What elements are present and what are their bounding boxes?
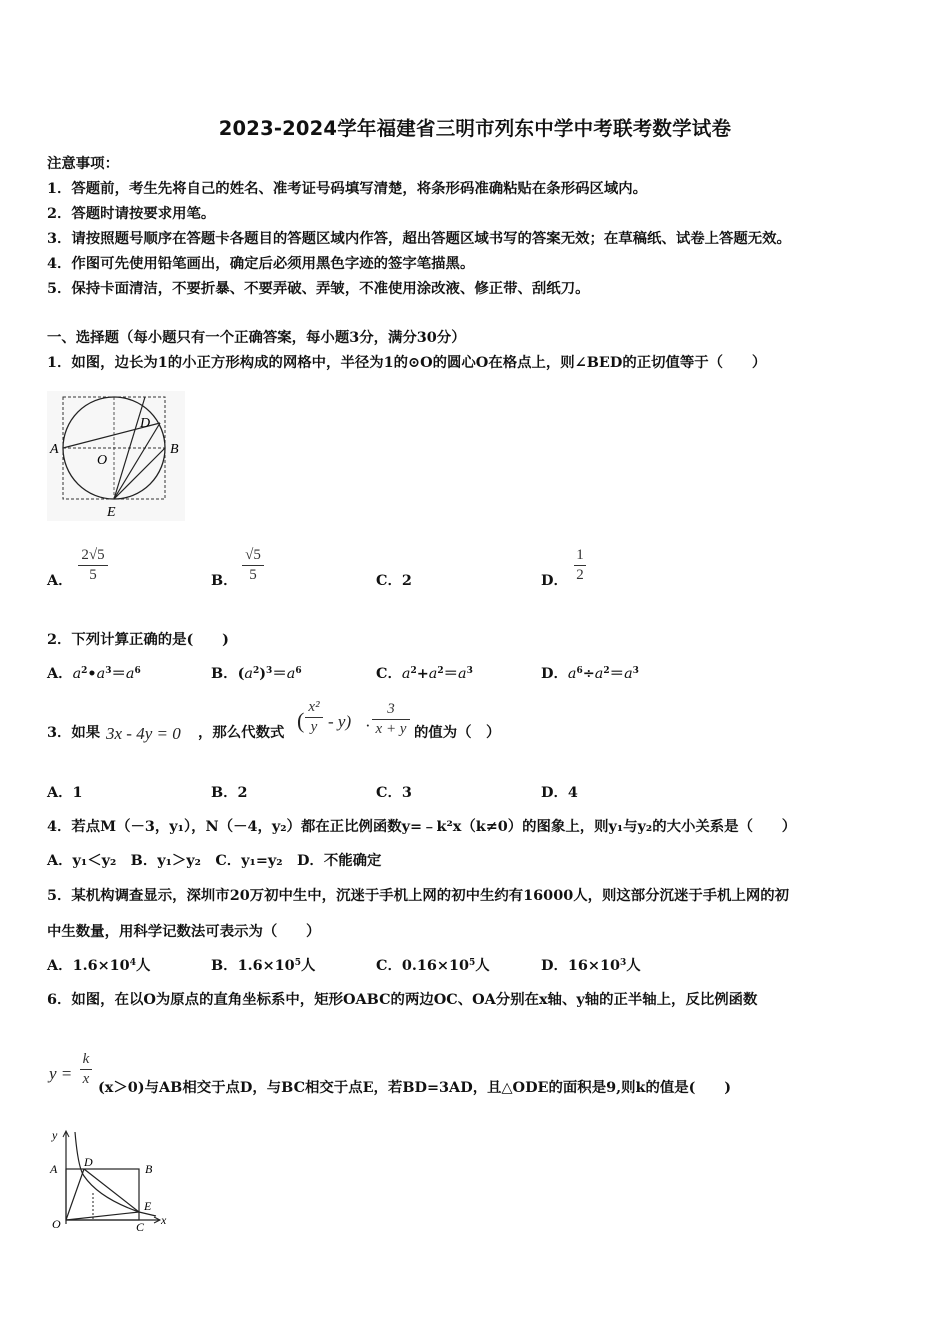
q5-b-unit: 人 [300, 957, 316, 974]
q3-prefix: 3．如果 [47, 724, 101, 741]
q5-option-b[interactable] [211, 954, 315, 975]
q3-option-b[interactable]: B．2 [211, 784, 248, 801]
q3-option-c[interactable]: C．3 [376, 784, 412, 801]
q5-c-unit: 人 [475, 957, 490, 974]
q1-label-e: E [107, 505, 116, 520]
q3-condition: 3x - 4y = 0 [106, 724, 181, 743]
q3-minus-y: - y) [328, 712, 352, 731]
q2-d-exp1: 6 [576, 666, 583, 676]
notice-item-2: 2．答题时请按要求用笔。 [47, 205, 216, 222]
q2-d-eq: ＝ [609, 665, 625, 682]
q6-k-fraction [78, 1050, 94, 1089]
q6-y-eq: y = [49, 1064, 73, 1083]
q5-d-exp: 3 [620, 958, 627, 968]
q2-d-base3: a [624, 666, 633, 682]
q2-b-exp3: 6 [295, 666, 302, 676]
q6-label-d: D [84, 1155, 93, 1169]
q2-d-base1: a [567, 666, 577, 682]
q3-option-d[interactable]: D．4 [541, 784, 578, 801]
q1-option-d-num: 1 [576, 547, 584, 563]
q5-stem-line1: 5．某机构调查显示，深圳市20万初中生中，沉迷于手机上网的初中生约有16000人，则这部分沉迷于手机上网的初 [47, 887, 790, 904]
q1-option-b-fraction [240, 546, 266, 585]
q1-option-d-den: 2 [576, 567, 584, 583]
q5-option-d[interactable] [541, 954, 641, 975]
q5-option-c[interactable] [376, 954, 490, 975]
q6-stem-line2: (x＞0)与AB相交于点D，与BC相交于点E，若BD=3AD，且△ODE的面积是9,则k的值是( ) [98, 1079, 732, 1096]
q2-a-op: • [87, 665, 97, 682]
q6-segment-oe [66, 1212, 139, 1220]
q2-c-eq: ＝ [443, 665, 459, 682]
q6-segment-de [84, 1169, 139, 1212]
q1-option-a-fraction [76, 546, 110, 585]
q1-label-d: D [140, 416, 151, 431]
q6-label-b: B [145, 1162, 153, 1176]
q5-stem-line2: 中生数量，用科学记数法可表示为（ ） [47, 923, 321, 940]
q5-option-d-label: D． [541, 957, 568, 974]
q3-frac2-num: 3 [387, 701, 395, 717]
q2-option-c[interactable] [376, 662, 473, 683]
q2-a-eq: ＝ [111, 665, 126, 682]
q2-a-base3: a [125, 666, 135, 682]
q6-stem-line1: 6．如图，在以O为原点的直角坐标系中，矩形OABC的两边OC、OA分别在x轴、y轴的正半轴上，反比例函数 [47, 991, 758, 1008]
q1-label-a: A [50, 442, 59, 457]
q2-b-base3: a [286, 666, 296, 682]
q2-d-exp3: 3 [632, 666, 639, 676]
q3-fraction-1 [303, 698, 325, 737]
q5-a-unit: 人 [135, 957, 151, 974]
q2-c-base3: a [458, 666, 467, 682]
q2-b-exp2: 3 [266, 666, 273, 676]
q5-d-base: 16×10 [567, 957, 620, 974]
q3-dot: · [365, 716, 371, 735]
q6-label-x: x [161, 1213, 167, 1227]
q2-c-exp3: 3 [466, 666, 473, 676]
q2-a-base2: a [96, 666, 106, 682]
q6-label-o: O [52, 1217, 61, 1231]
q2-b-exp1: 2 [252, 666, 260, 676]
q2-b-eq: ＝ [272, 665, 287, 682]
q2-option-a[interactable] [47, 662, 141, 683]
q5-option-b-label: B． [211, 957, 238, 974]
q1-option-a-den: 5 [89, 567, 97, 583]
q2-stem: 2．下列计算正确的是( ) [47, 631, 229, 648]
q2-c-base2: a [428, 666, 438, 682]
q2-c-op: + [416, 665, 429, 682]
section-heading: 一、选择题（每小题只有一个正确答案，每小题3分，满分30分） [47, 329, 466, 346]
q5-c-exp: 5 [469, 958, 476, 968]
q2-option-b[interactable] [211, 662, 302, 683]
q2-a-exp2: 3 [105, 666, 112, 676]
q3-fraction-2 [370, 700, 412, 739]
q2-d-base2: a [594, 666, 604, 682]
q2-option-d-label: D． [541, 665, 568, 682]
q1-option-a-label[interactable]: A． [47, 572, 73, 589]
q5-option-c-label: C． [376, 957, 402, 974]
notice-heading: 注意事项： [47, 155, 119, 172]
q1-option-c-label: C． [376, 572, 402, 589]
q2-option-b-label: B． [211, 665, 238, 682]
q5-c-base: 0.16×10 [401, 957, 469, 974]
notice-item-5: 5．保持卡面清洁，不要折暴、不要弄破、弄皱，不准使用涂改液、修正带、刮纸刀。 [47, 280, 590, 297]
q2-b-base1: a [244, 666, 253, 682]
q6-label-e: E [144, 1199, 152, 1213]
q3-middle: ，那么代数式 [198, 724, 285, 741]
q1-option-b-num: √5 [245, 547, 261, 563]
q2-d-exp2: 2 [603, 666, 610, 676]
q5-b-base: 1.6×10 [237, 957, 295, 974]
q1-label-o: O [97, 453, 108, 468]
q3-option-a[interactable]: A．1 [47, 784, 83, 801]
q2-c-base1: a [401, 666, 411, 682]
q5-b-exp: 5 [294, 958, 301, 968]
q1-option-d-fraction [572, 546, 588, 585]
q6-k-num: k [82, 1051, 90, 1067]
q1-stem: 1．如图，边长为1的小正方形构成的网格中，半径为1的⊙O的圆心O在格点上，则∠BED的正切值等于（ ） [47, 354, 767, 371]
q2-a-exp1: 2 [81, 666, 88, 676]
q3-frac1-num: x² [308, 699, 320, 715]
q2-c-exp1: 2 [410, 666, 417, 676]
q6-segment-od [66, 1169, 84, 1220]
page-title: 2023-2024学年福建省三明市列东中学中考联考数学试卷 [218, 117, 732, 140]
q1-option-a-num: 2√5 [81, 547, 105, 563]
q1-figure [47, 391, 187, 521]
notice-item-4: 4．作图可先使用铅笔画出，确定后必须用黑色字迹的签字笔描黑。 [47, 255, 475, 272]
q6-label-y: y [52, 1128, 58, 1142]
q6-figure [44, 1128, 172, 1234]
q3-frac2-den: x + y [375, 721, 407, 737]
q2-b-open: ( [237, 665, 245, 682]
q5-a-base: 1.6×10 [72, 957, 130, 974]
q2-a-base1: a [72, 666, 82, 682]
q3-open-paren: ( [297, 708, 305, 733]
q5-option-a-label: A． [47, 957, 73, 974]
q1-label-b: B [170, 442, 179, 457]
q2-option-d[interactable] [541, 662, 639, 683]
q2-c-exp2: 2 [437, 666, 444, 676]
q3-frac1-den: y [310, 719, 318, 735]
q1-option-c-value: 2 [401, 572, 412, 589]
q4-options[interactable]: A．y₁＜y₂ B．y₁＞y₂ C．y₁=y₂ D．不能确定 [47, 852, 382, 869]
q1-option-c[interactable] [376, 569, 412, 590]
q5-a-exp: 4 [129, 958, 136, 968]
q3-suffix: 的值为（ ） [414, 724, 501, 741]
q6-label-c: C [136, 1220, 145, 1234]
q6-k-den: x [82, 1071, 90, 1087]
q1-option-b-label[interactable]: B． [211, 572, 238, 589]
q1-option-d-label[interactable]: D． [541, 572, 568, 589]
q2-option-a-label: A． [47, 665, 73, 682]
q5-d-unit: 人 [626, 957, 641, 974]
notice-item-1: 1．答题前，考生先将自己的姓名、准考证号码填写清楚，将条形码准确粘贴在条形码区域内。 [47, 180, 648, 197]
q6-label-a: A [50, 1162, 58, 1176]
notice-item-3: 3．请按照题号顺序在答题卡各题目的答题区域内作答，超出答题区域书写的答案无效；在草稿纸、试卷上答题无效。 [47, 230, 791, 247]
q2-option-c-label: C． [376, 665, 402, 682]
q2-d-op: ÷ [582, 665, 595, 682]
q4-stem: 4．若点M（－3，y₁），N（－4，y₂）都在正比例函数y=﹣k²x（k≠0）的图象上，则y₁与y₂的大小关系是（ ） [47, 818, 797, 835]
q5-option-a[interactable] [47, 954, 150, 975]
q2-b-close: ) [259, 665, 267, 682]
q1-option-b-den: 5 [249, 567, 257, 583]
q2-a-exp3: 6 [134, 666, 141, 676]
